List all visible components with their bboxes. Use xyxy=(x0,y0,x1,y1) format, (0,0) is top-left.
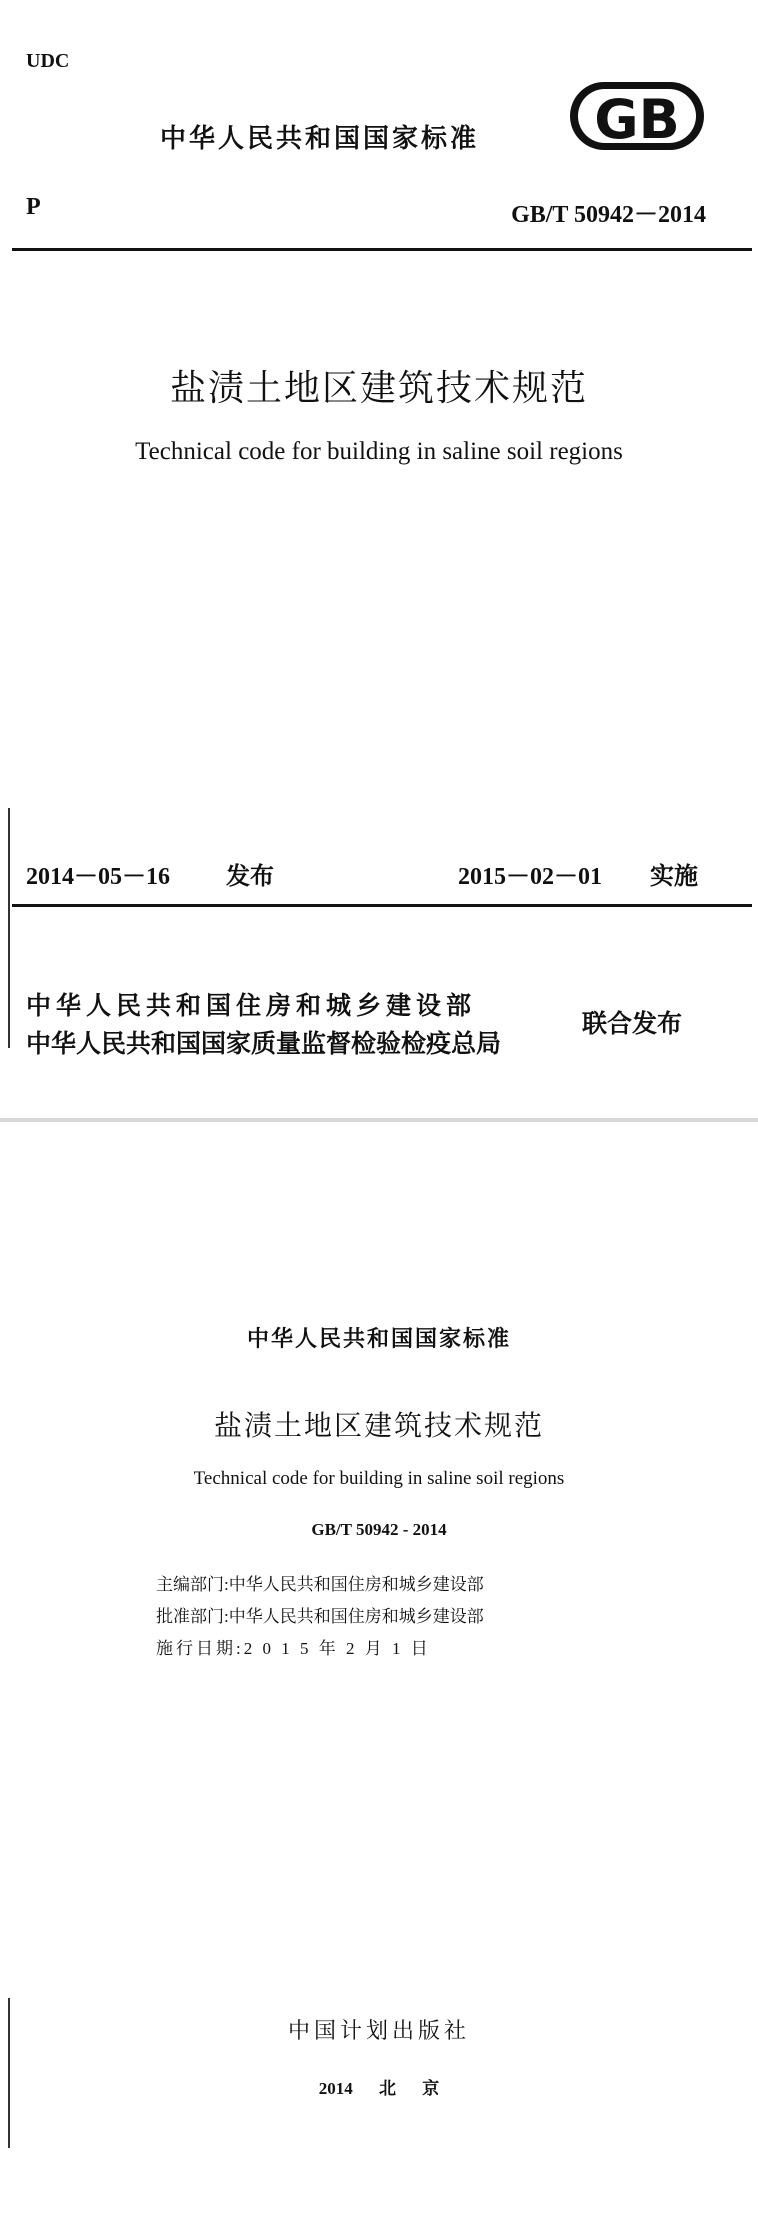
title-page-national-standard: 中华人民共和国国家标准 xyxy=(246,1327,511,1352)
approver-dept: 批准部门:中华人民共和国住房和城乡建设部 xyxy=(156,1607,484,1626)
classification-label: P xyxy=(26,194,41,220)
standard-code: GB/T 50942－2014 xyxy=(511,202,706,228)
publisher-2: 中华人民共和国国家质量监督检验检疫总局 xyxy=(26,1029,502,1058)
udc-label: UDC xyxy=(26,50,70,72)
editor-dept: 主编部门:中华人民共和国住房和城乡建设部 xyxy=(156,1575,484,1594)
gb-logo xyxy=(568,80,706,152)
gb-logo-text: GB xyxy=(594,88,680,151)
title-page-title-cn: 盐渍土地区建筑技术规范 xyxy=(213,1411,544,1442)
cover-title-en: Technical code for building in saline soil regions xyxy=(135,438,623,465)
header-rule xyxy=(12,248,752,251)
joint-publish-label: 联合发布 xyxy=(582,1009,683,1038)
press-name: 中国计划出版社 xyxy=(287,2018,470,2043)
place-year: 2014 北 京 xyxy=(318,2079,440,2098)
publisher-1: 中华人民共和国住房和城乡建设部 xyxy=(26,991,477,1020)
issue-date: 2014－05－16 xyxy=(26,864,170,890)
footer-rule xyxy=(12,904,752,907)
title-page xyxy=(0,1126,758,2228)
left-edge-line xyxy=(8,808,10,1048)
issue-label: 发布 xyxy=(226,862,274,890)
effective-date: 施行日期:2 0 1 5 年 2 月 1 日 xyxy=(156,1639,431,1658)
national-standard-heading: 中华人民共和国国家标准 xyxy=(160,124,480,154)
implement-date: 2015－02－01 xyxy=(458,864,602,890)
cover-title-cn: 盐渍土地区建筑技术规范 xyxy=(169,368,588,409)
implement-label: 实施 xyxy=(650,862,698,890)
title-page-title-en: Technical code for building in saline soil regions xyxy=(193,1468,565,1489)
title-page-code: GB/T 50942 - 2014 xyxy=(311,1520,447,1539)
